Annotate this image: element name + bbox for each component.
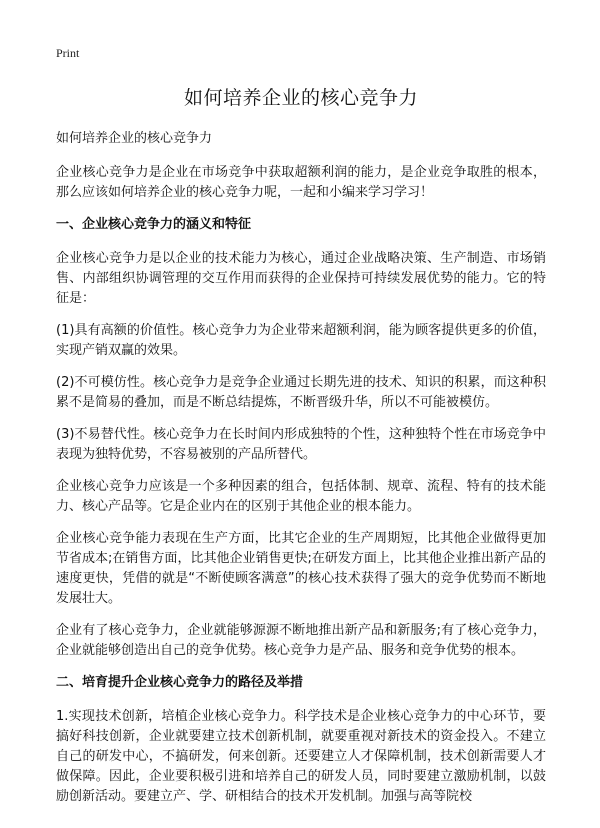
section-1-heading: 一、企业核心竞争力的涵义和特征	[56, 217, 252, 232]
intro-paragraph: 企业核心竞争力是企业在市场竞争中获取超额利润的能力，是企业竞争取胜的根本，那么应该如何培养企业的核心竞争力呢，一起和小编来学习学习！	[56, 165, 546, 200]
paragraph: 企业核心竞争力是以企业的技术能力为核心，通过企业战略决策、生产制造、市场销售、内部组织协调管理的交互作用而获得的企业保持可持续发展优势的能力。它的特征是：	[56, 251, 546, 306]
page-title: 如何培养企业的核心竞争力	[183, 87, 418, 109]
paragraph: (3)不易替代性。核心竞争力在长时间内形成独特的个性，这种独特个性在市场竞争中表现为独特优势，不容易被别的产品所替代。	[56, 427, 546, 462]
paragraph: (1)具有高额的价值性。核心竞争力为企业带来超额利润，能为顾客提供更多的价值，实现产销双赢的效果。	[56, 323, 546, 358]
paragraph: 企业核心竞争力应该是一个多种因素的组合，包括体制、规章、流程、特有的技术能力、核心产品等。它是企业内在的区别于其他企业的根本能力。	[56, 479, 546, 514]
print-label[interactable]: Print	[56, 46, 80, 60]
paragraph: 企业核心竞争能力表现在生产方面，比其它企业的生产周期短，比其他企业做得更加节省成本;在销售方面，比其他企业销售更快;在研发方面上，比其他企业推出新产品的速度更快，凭借的就是“不断使顾客满意”的核心技术获得了强大的竞争优势而不断地发展壮大。	[56, 531, 546, 606]
section-2-heading: 二、培育提升企业核心竞争力的路径及举措	[56, 675, 304, 690]
paragraph: 1.实现技术创新，培植企业核心竞争力。科学技术是企业核心竞争力的中心环节，要搞好科技创新，企业就要建立技术创新机制，就要重视对新技术的资金投入。不建立自己的研发中心，不搞研发，何来创新。还要建立人才保障机制，技术创新需要人才做保障。因此，企业要积极引进和培养自己的研发人员，同时要建立激励机制，以鼓励创新活动。要建立产、学、研相结合的技术开发机制。加强与高等院校	[56, 709, 546, 804]
document-subtitle: 如何培养企业的核心竞争力	[56, 131, 213, 146]
paragraph: 企业有了核心竞争力，企业就能够源源不断地推出新产品和新服务;有了核心竞争力，企业就能够创造出自己的竞争优势。核心竞争力是产品、服务和竞争优势的根本。	[56, 623, 546, 658]
paragraph: (2)不可模仿性。核心竞争力是竞争企业通过长期先进的技术、知识的积累，而这种积累不是简易的叠加，而是不断总结提炼，不断晋级升华，所以不可能被模仿。	[56, 375, 546, 410]
